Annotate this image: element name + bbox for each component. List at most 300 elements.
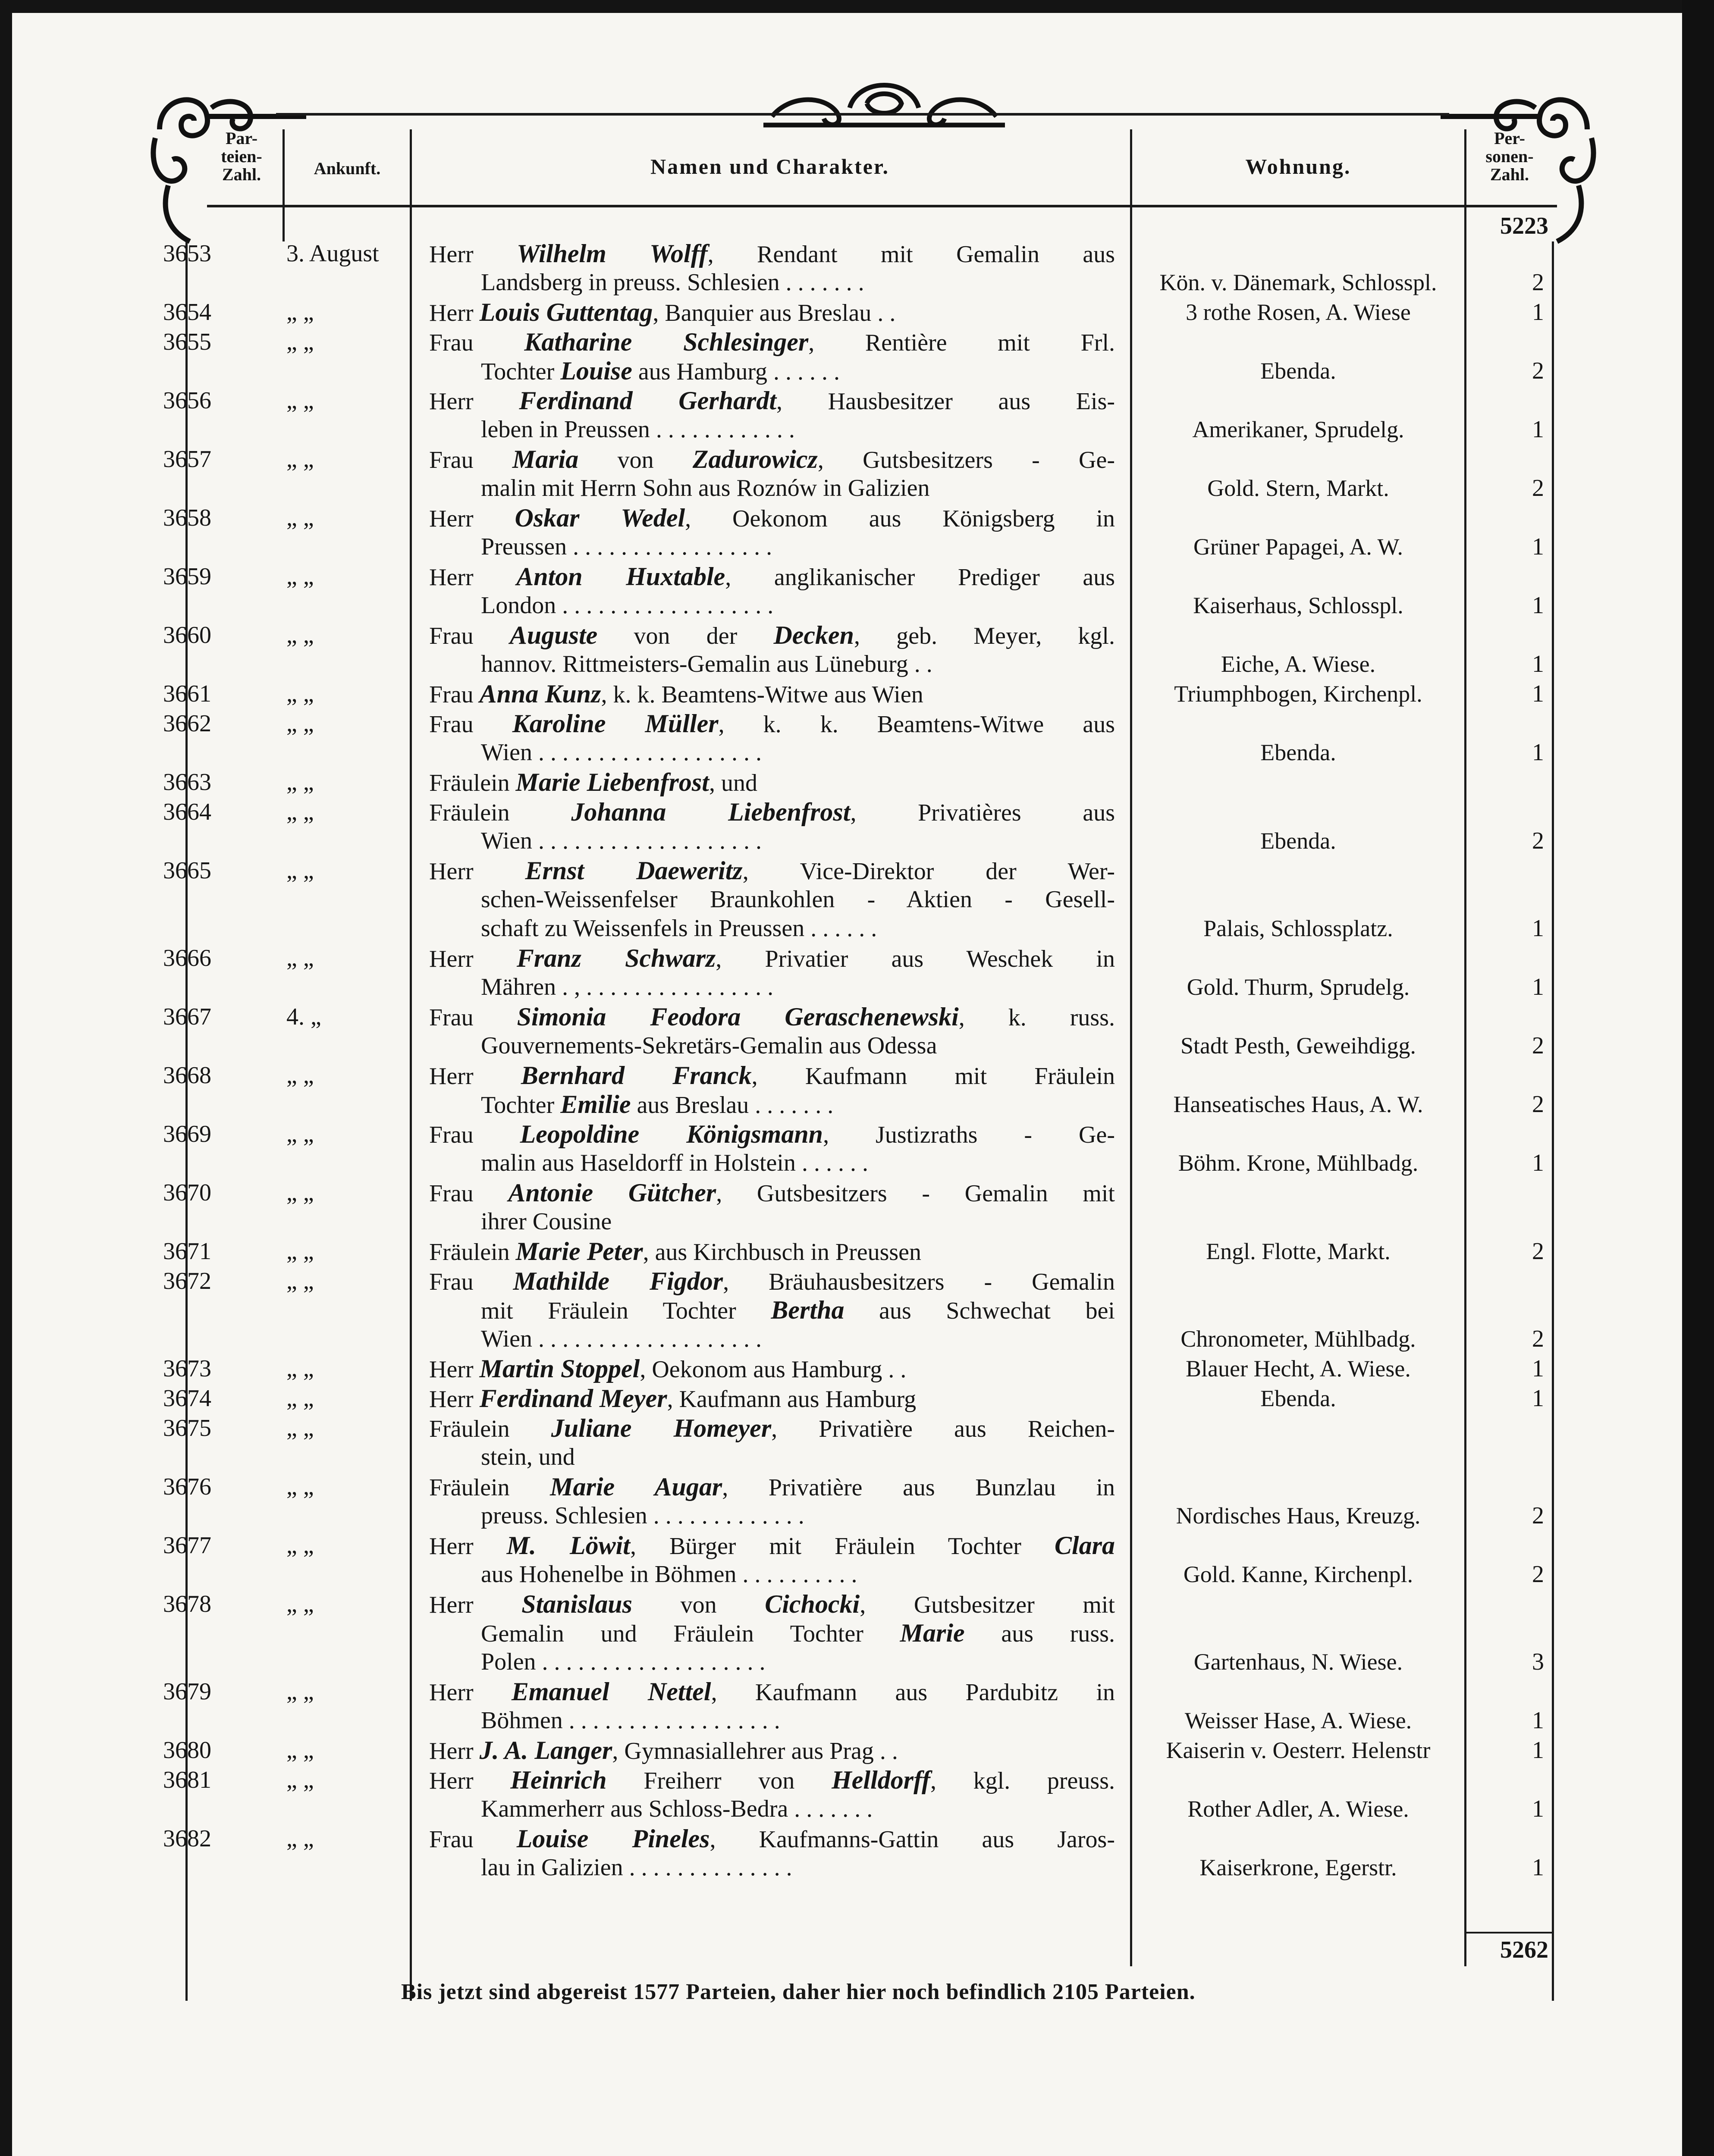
lodging: 3 rothe Rosen, A. Wiese (1186, 299, 1411, 325)
name-line (429, 680, 1115, 708)
name-and-title (429, 1003, 1115, 1060)
name-text: Preussen . . . . . . . . . . . . . . . . . (481, 533, 772, 560)
name-text: mit Fräulein Tochter (481, 1297, 771, 1324)
name-text: , k. k. Beamtens-Witwe aus (718, 711, 1115, 738)
name-line (429, 856, 1115, 885)
party-number: 3682 (163, 1825, 211, 1852)
name-and-title (429, 1237, 1115, 1266)
name-text: , k. k. Beamtens-Witwe aus Wien (601, 681, 923, 708)
name-text: , Hausbesitzer aus Eis- (776, 388, 1115, 415)
lodging: Chronometer, Mühlbadg. (1180, 1326, 1416, 1352)
lodging: Grüner Papagei, A. W. (1193, 534, 1403, 560)
name-text: Herr (429, 388, 519, 415)
person-name: Louis Guttentag (479, 298, 653, 326)
col-divider-4 (1464, 129, 1466, 1966)
persons-count: 2 (1532, 1032, 1544, 1059)
person-name: Antonie Gütcher (508, 1178, 716, 1207)
lodging: Kaiserhaus, Schlosspl. (1193, 592, 1403, 618)
name-text: , Banquier aus Breslau . . (653, 300, 896, 326)
footer-summary: Bis jetzt sind abgereist 1577 Parteien, daher hier noch befindlich 2105 Parteien. (401, 1980, 1196, 2004)
name-text: Frau (429, 1180, 509, 1207)
name-text: Frau (429, 447, 512, 473)
lodging: Böhm. Krone, Mühlbadg. (1178, 1150, 1419, 1176)
name-line (429, 298, 1115, 327)
persons-count: 2 (1532, 1238, 1544, 1265)
lodging: Kön. v. Dänemark, Schlosspl. (1159, 270, 1437, 295)
name-line (429, 1531, 1115, 1560)
party-number: 3660 (163, 622, 211, 649)
name-and-title (429, 1590, 1115, 1677)
name-text: Herr (429, 1386, 480, 1413)
name-and-title (429, 386, 1115, 444)
name-text: , Privatier aus Weschek in (716, 946, 1115, 972)
lodging: Hanseatisches Haus, A. W. (1173, 1091, 1423, 1117)
name-text: , Gutsbesitzer mit (860, 1592, 1115, 1618)
person-name: Emilie (560, 1090, 631, 1119)
arrival-date: „ „ (286, 1737, 314, 1764)
arrival-date: „ „ (286, 799, 314, 825)
party-number: 3674 (163, 1385, 211, 1412)
name-and-title (429, 1267, 1115, 1354)
name-line (429, 1736, 1115, 1765)
name-line (429, 1501, 1115, 1530)
persons-count: 2 (1532, 269, 1544, 296)
persons-count: 1 (1532, 416, 1544, 443)
name-line (429, 1648, 1115, 1677)
arrival-date: „ „ (286, 1532, 314, 1559)
name-text: , Kaufmann aus Hamburg (667, 1386, 917, 1413)
persons-count: 1 (1532, 974, 1544, 1000)
name-text: ihrer Cousine (481, 1208, 612, 1235)
party-number: 3680 (163, 1737, 211, 1764)
name-text: schaft zu Weissenfels in Preussen . . . . . . (481, 915, 877, 942)
arrival-date: „ „ (286, 857, 314, 884)
name-text: Herr (429, 241, 517, 268)
person-name: Anton Huxtable (516, 562, 725, 591)
party-number: 3677 (163, 1532, 211, 1559)
name-line (429, 386, 1115, 415)
name-line (429, 328, 1115, 357)
persons-count: 2 (1532, 1326, 1544, 1352)
name-text: Freiherr von (606, 1767, 832, 1794)
arrival-date: „ „ (286, 1415, 314, 1442)
lodging: Eiche, A. Wiese. (1221, 651, 1376, 677)
name-text: Herr (429, 858, 525, 885)
arrival-date: „ „ (286, 1678, 314, 1705)
person-name: Heinrich (510, 1766, 607, 1794)
arrival-date: „ „ (286, 622, 314, 649)
name-line (429, 474, 1115, 503)
lodging: Triumphbogen, Kirchenpl. (1174, 681, 1422, 707)
name-and-title (429, 798, 1115, 856)
name-line (429, 415, 1115, 444)
person-name: Oskar Wedel (515, 504, 685, 532)
name-text: , Rendant mit Gemalin aus (707, 241, 1115, 268)
arrival-date: „ „ (286, 1767, 314, 1793)
person-name: Anna Kunz (479, 680, 601, 708)
person-name: Marie Liebenfrost (515, 768, 709, 796)
name-and-title (429, 709, 1115, 767)
persons-count: 1 (1532, 680, 1544, 707)
name-and-title (429, 621, 1115, 679)
name-text: Herr (429, 505, 515, 532)
persons-count: 1 (1532, 299, 1544, 326)
party-number: 3657 (163, 446, 211, 473)
name-line (429, 1237, 1115, 1266)
persons-count: 2 (1532, 1091, 1544, 1118)
name-text: Frau (429, 329, 524, 356)
arrival-date: 4. „ (286, 1003, 321, 1030)
person-name: Ferdinand Gerhardt (519, 386, 777, 415)
arrival-date: „ „ (286, 446, 314, 473)
name-text: Herr (429, 946, 517, 972)
party-number: 3656 (163, 387, 211, 414)
persons-count: 2 (1532, 1561, 1544, 1588)
person-name: Mathilde Figdor (513, 1267, 723, 1295)
name-text: , Vice-Direktor der Wer- (742, 858, 1115, 885)
header-ankunft: Ankunft. (314, 159, 381, 178)
name-line (429, 973, 1115, 1002)
name-text: , Rentière mit Frl. (808, 329, 1115, 356)
name-line (429, 1031, 1115, 1060)
person-name: Stanislaus (521, 1590, 633, 1618)
party-number: 3671 (163, 1238, 211, 1265)
lodging: Blauer Hecht, A. Wiese. (1186, 1356, 1411, 1382)
lodging: Engl. Flotte, Markt. (1206, 1238, 1391, 1264)
name-text: Fräulein (429, 1474, 550, 1501)
person-name: Juliane Homeyer (551, 1414, 772, 1442)
person-name: M. Löwit (506, 1531, 630, 1560)
name-and-title (429, 239, 1115, 297)
name-and-title (429, 298, 1115, 327)
name-line (429, 1824, 1115, 1853)
party-number: 3676 (163, 1473, 211, 1500)
name-text: , Gutsbesitzers - Ge- (817, 447, 1115, 473)
arrival-date: „ „ (286, 387, 314, 414)
person-name: Marie Augar (550, 1473, 722, 1501)
name-and-title (429, 1766, 1115, 1824)
name-line (429, 1325, 1115, 1354)
name-and-title (429, 562, 1115, 620)
person-name: Karoline Müller (512, 709, 719, 738)
name-text: , k. russ. (958, 1004, 1115, 1031)
lodging: Gartenhaus, N. Wiese. (1193, 1649, 1403, 1675)
arrival-date: „ „ (286, 1825, 314, 1852)
name-and-title (429, 1414, 1115, 1472)
name-text: , Gutsbesitzers - Gemalin mit (716, 1180, 1115, 1207)
name-text: Mähren . , . . . . . . . . . . . . . . . . (481, 974, 774, 1000)
name-and-title (429, 1531, 1115, 1589)
name-text: aus Schwechat bei (844, 1297, 1115, 1324)
name-text: Herr (429, 300, 480, 326)
name-and-title (429, 328, 1115, 385)
name-text: Fräulein (429, 1416, 551, 1442)
ornament-center-icon (763, 69, 1005, 134)
person-name: Ernst Daeweritz (525, 856, 743, 885)
person-name: Wilhelm Wolff (517, 239, 708, 268)
name-text: Frau (429, 1269, 513, 1295)
lodging: Palais, Schlossplatz. (1203, 915, 1393, 941)
name-line (429, 1766, 1115, 1795)
name-text: leben in Preussen . . . . . . . . . . . . (481, 416, 795, 443)
name-line (429, 1443, 1115, 1472)
person-name: Simonia Feodora Geraschenewski (517, 1003, 959, 1031)
name-text: Herr (429, 1533, 507, 1560)
name-line (429, 1384, 1115, 1413)
lodging: Stadt Pesth, Geweihdigg. (1180, 1033, 1416, 1059)
name-text: malin mit Herrn Sohn aus Roznów in Galizien (481, 475, 930, 501)
name-text: Wien . . . . . . . . . . . . . . . . . . . (481, 827, 762, 854)
name-and-title (429, 944, 1115, 1002)
person-name: Maria (512, 445, 579, 473)
name-line (429, 1207, 1115, 1236)
name-text: Tochter (481, 1092, 561, 1119)
name-and-title (429, 680, 1115, 708)
name-and-title (429, 1061, 1115, 1119)
name-text: Frau (429, 711, 512, 738)
name-line (429, 1853, 1115, 1882)
name-line (429, 591, 1115, 620)
name-line (429, 357, 1115, 385)
name-line (429, 239, 1115, 268)
persons-count: 1 (1532, 739, 1544, 766)
name-text: , Kaufmanns-Gattin aus Jaros- (709, 1826, 1115, 1853)
arrival-date: „ „ (286, 769, 314, 796)
name-text: , Privatière aus Reichen- (771, 1416, 1115, 1442)
name-text: von (578, 447, 693, 473)
persons-count: 1 (1532, 1737, 1544, 1764)
lodging: Weisser Hase, A. Wiese. (1184, 1708, 1412, 1733)
arrival-date: „ „ (286, 1238, 314, 1265)
name-and-title (429, 1736, 1115, 1765)
persons-count: 3 (1532, 1648, 1544, 1675)
name-line (429, 445, 1115, 474)
party-number: 3667 (163, 1003, 211, 1030)
name-line (429, 1677, 1115, 1706)
person-name: Bertha (771, 1296, 844, 1324)
persons-count: 1 (1532, 1355, 1544, 1382)
name-text: , Bürger mit Fräulein Tochter (630, 1533, 1055, 1560)
name-text: , geb. Meyer, kgl. (854, 623, 1115, 649)
party-number: 3678 (163, 1591, 211, 1617)
party-number: 3653 (163, 240, 211, 267)
lodging: Rother Adler, A. Wiese. (1187, 1796, 1409, 1822)
person-name: Leopoldine Königsmann (520, 1120, 823, 1148)
name-text: Herr (429, 1063, 521, 1090)
scan-edge-right (1682, 0, 1714, 2156)
name-and-title (429, 1120, 1115, 1178)
party-number: 3664 (163, 799, 211, 825)
name-line (429, 504, 1115, 533)
name-text: aus Hohenelbe in Böhmen . . . . . . . . . . (481, 1561, 857, 1588)
name-line (429, 1619, 1115, 1648)
name-text: Fräulein (429, 1239, 516, 1266)
persons-count: 2 (1532, 827, 1544, 854)
final-total: 5262 (1500, 1937, 1548, 1963)
name-text: lau in Galizien . . . . . . . . . . . . . . (481, 1854, 792, 1881)
lodging: Gold. Stern, Markt. (1207, 475, 1389, 501)
name-text: aus Hamburg . . . . . . (632, 358, 840, 385)
person-name: Zadurowicz (692, 445, 818, 473)
party-number: 3663 (163, 769, 211, 796)
persons-count: 1 (1532, 1707, 1544, 1734)
col-divider-2 (410, 129, 412, 2001)
party-number: 3673 (163, 1355, 211, 1382)
header-wohnung: Wohnung. (1245, 154, 1351, 179)
name-and-title (429, 504, 1115, 561)
lodging: Ebenda. (1260, 828, 1336, 854)
name-and-title (429, 1473, 1115, 1530)
person-name: Martin Stoppel (479, 1354, 640, 1383)
name-text: London . . . . . . . . . . . . . . . . . . (481, 592, 774, 619)
lodging: Ebenda. (1260, 740, 1336, 765)
party-number: 3681 (163, 1767, 211, 1793)
name-text: Gouvernements-Sekretärs-Gemalin aus Odessa (481, 1032, 937, 1059)
arrival-date: „ „ (286, 329, 314, 355)
party-number: 3679 (163, 1678, 211, 1705)
name-text: stein, und (481, 1444, 575, 1470)
party-number: 3659 (163, 563, 211, 590)
name-line (429, 1061, 1115, 1090)
name-text: Frau (429, 1004, 517, 1031)
lodging: Gold. Kanne, Kirchenpl. (1183, 1561, 1413, 1587)
name-line (429, 1090, 1115, 1119)
name-text: von der (597, 623, 774, 649)
name-and-title (429, 768, 1115, 797)
person-name: J. A. Langer (479, 1736, 612, 1764)
party-number: 3661 (163, 680, 211, 707)
col-divider-1 (283, 129, 285, 241)
name-line (429, 1296, 1115, 1325)
arrival-date: „ „ (286, 299, 314, 326)
person-name: Auguste (509, 621, 598, 649)
name-line (429, 709, 1115, 738)
person-name: Helldorff (832, 1766, 930, 1794)
name-text: , und (709, 770, 757, 796)
name-text: hannov. Rittmeisters-Gemalin aus Lüneburg . . (481, 651, 932, 677)
name-line (429, 1120, 1115, 1149)
name-text: , Kaufmann mit Fräulein (751, 1063, 1115, 1090)
name-line (429, 914, 1115, 943)
scan-edge-top (0, 0, 1714, 13)
party-number: 3658 (163, 505, 211, 531)
party-number: 3675 (163, 1415, 211, 1442)
name-text: Polen . . . . . . . . . . . . . . . . . . . (481, 1648, 766, 1675)
person-name: Decken (773, 621, 854, 649)
arrival-date: „ „ (286, 1062, 314, 1089)
name-text: Herr (429, 1767, 511, 1794)
person-name: Louise (560, 357, 632, 385)
party-number: 3655 (163, 329, 211, 355)
name-line (429, 1473, 1115, 1501)
persons-count: 1 (1532, 1150, 1544, 1176)
name-line (429, 1149, 1115, 1178)
name-line (429, 1178, 1115, 1207)
persons-count: 2 (1532, 1502, 1544, 1529)
name-text: Herr (429, 1738, 480, 1764)
name-line (429, 768, 1115, 797)
total-rule (1466, 1932, 1553, 1934)
person-name: Bernhard Franck (521, 1061, 752, 1090)
persons-count: 1 (1532, 1796, 1544, 1822)
name-text: Wien . . . . . . . . . . . . . . . . . . . (481, 1326, 762, 1352)
name-line (429, 562, 1115, 591)
name-line (429, 268, 1115, 297)
header-personen: Per- sonen- Zahl. (1485, 128, 1534, 184)
name-line (429, 827, 1115, 856)
name-text: Böhmen . . . . . . . . . . . . . . . . . . (481, 1707, 780, 1734)
party-number: 3654 (163, 299, 211, 326)
name-line (429, 1560, 1115, 1589)
party-number: 3668 (163, 1062, 211, 1089)
persons-count: 1 (1532, 1854, 1544, 1881)
arrival-date: „ „ (286, 1355, 314, 1382)
party-number: 3669 (163, 1121, 211, 1147)
lodging: Amerikaner, Sprudelg. (1192, 417, 1404, 442)
arrival-date: „ „ (286, 1121, 314, 1147)
name-line (429, 1795, 1115, 1824)
person-name: Cichocki (765, 1590, 860, 1618)
name-text: Herr (429, 1592, 522, 1618)
name-and-title (429, 1824, 1115, 1882)
name-text: , Gymnasiallehrer aus Prag . . (612, 1738, 898, 1764)
name-text: Frau (429, 1122, 520, 1148)
scan-edge-left (0, 0, 12, 2156)
name-line (429, 944, 1115, 973)
name-text: Frau (429, 1826, 517, 1853)
party-number: 3662 (163, 710, 211, 737)
person-name: Marie Peter (515, 1237, 643, 1266)
lodging: Ebenda. (1260, 358, 1336, 384)
name-line (429, 798, 1115, 827)
name-line (429, 1267, 1115, 1296)
arrival-date: 3. August (286, 240, 379, 267)
header-namen: Namen und Charakter. (650, 154, 890, 179)
name-text: Herr (429, 1356, 480, 1383)
lodging: Kaiserkrone, Egerstr. (1199, 1855, 1397, 1880)
arrival-date: „ „ (286, 1473, 314, 1500)
lodging: Nordisches Haus, Kreuzg. (1176, 1503, 1421, 1529)
name-text: , aus Kirchbusch in Preussen (643, 1239, 922, 1266)
name-text: Frau (429, 681, 480, 708)
name-line (429, 885, 1115, 914)
name-line (429, 621, 1115, 650)
name-line (429, 1590, 1115, 1619)
lodging: Gold. Thurm, Sprudelg. (1187, 974, 1410, 1000)
name-text: , Kaufmann aus Pardubitz in (711, 1679, 1115, 1706)
name-text: , Oekonom aus Königsberg in (685, 505, 1115, 532)
name-and-title (429, 1354, 1115, 1383)
person-name: Katharine Schlesinger (524, 328, 809, 356)
name-text: Fräulein (429, 770, 516, 796)
person-name: Franz Schwarz (516, 944, 716, 972)
name-line (429, 650, 1115, 679)
arrival-date: „ „ (286, 945, 314, 971)
name-and-title (429, 1384, 1115, 1413)
name-text: Wien . . . . . . . . . . . . . . . . . . . (481, 739, 762, 766)
name-text: , kgl. preuss. (930, 1767, 1115, 1794)
name-text: preuss. Schlesien . . . . . . . . . . . . . (481, 1502, 804, 1529)
arrival-date: „ „ (286, 1268, 314, 1294)
persons-count: 2 (1532, 357, 1544, 384)
persons-count: 1 (1532, 533, 1544, 560)
name-text: aus Breslau . . . . . . . (631, 1092, 834, 1119)
name-line (429, 1414, 1115, 1443)
party-number: 3665 (163, 857, 211, 884)
name-text: Gemalin und Fräulein Tochter (481, 1620, 900, 1647)
party-number: 3670 (163, 1179, 211, 1206)
person-name: Johanna Liebenfrost (571, 798, 851, 826)
